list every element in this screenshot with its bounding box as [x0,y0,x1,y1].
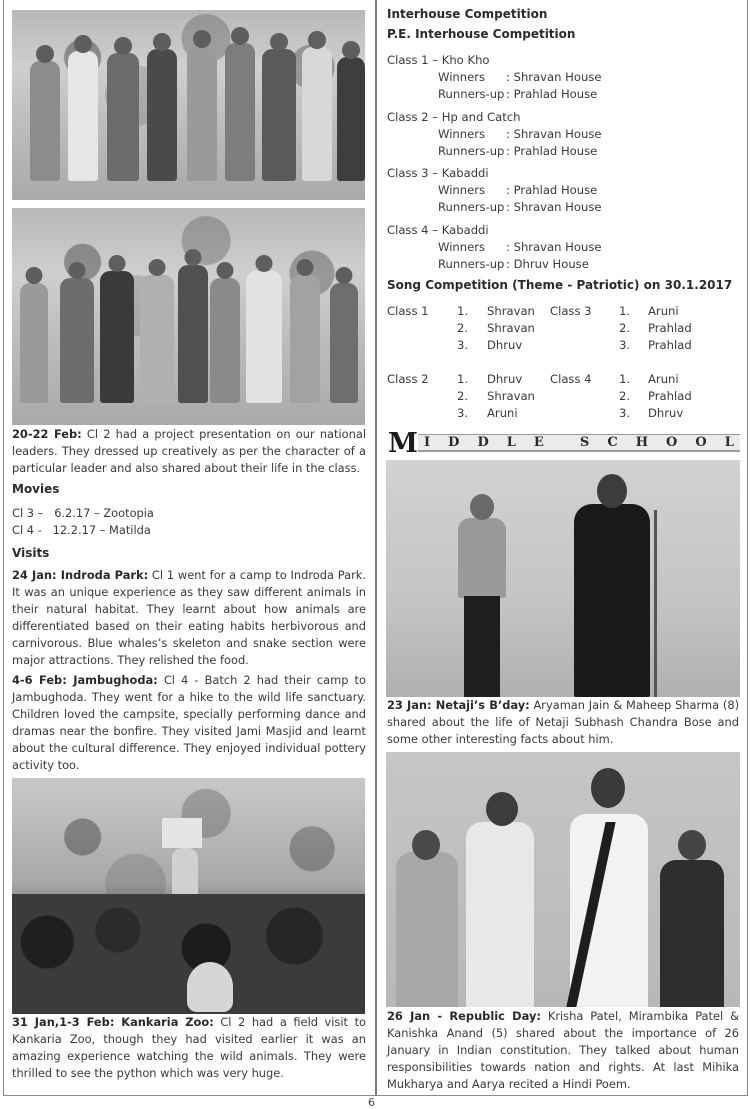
banner-letter: D [448,435,460,450]
winners-label: Winners [438,70,486,84]
pe-runners-row [438,87,597,101]
song-house: Dhruv [487,372,523,386]
runners-label: Runners-up [438,87,505,101]
song-rank: 1. [619,304,631,318]
republic-day-text: Krisha Patel, Mirambika Patel & Kanishka Anand (5) shared about the importance of 26 January in Indian constitution. They talked about human responsibilities towards nation and rights. At last Mihika Mukharya and Aarya recited a Hindi Poem. [387,1009,739,1091]
song-class-label: Class 2 [387,372,429,386]
runners-label: Runners-up [438,200,505,214]
banner-letter: O [695,435,707,450]
song-rank: 2. [619,389,631,403]
song-competition-heading: Song Competition (Theme - Patriotic) on 30.1.2017 [387,278,733,292]
banner-letter: O [666,435,678,450]
pe-winners-row [438,70,602,84]
song-rank: 2. [457,389,469,403]
song-house: Aruni [648,304,679,318]
winners-value: : Shravan House [506,127,602,141]
song-rank: 3. [619,338,631,352]
winners-value: : Prahlad House [506,183,598,197]
banner-letter: H [635,435,649,450]
banner-letter: S [579,435,590,450]
banner-letter: D [477,435,489,450]
pe-class-title: Class 4 – Kabaddi [387,223,489,237]
winners-label: Winners [438,183,486,197]
song-rank: 2. [457,321,469,335]
winners-value: : Shravan House [506,240,602,254]
national-leaders-date: 20-22 Feb: [12,427,82,441]
pe-runners-row [438,144,597,158]
visits-heading: Visits [12,546,50,560]
zoo-text: Cl 2 had a field visit to Kankaria Zoo, though they had visited earlier it was an amazing experience watching the wild animals. They were thrilled to see the python which was very huge. [12,1015,367,1080]
zoo-title: 31 Jan,1-3 Feb: Kankaria Zoo: [12,1015,214,1029]
photo-netaji-birthday [386,460,740,697]
runners-label: Runners-up [438,144,505,158]
song-rank: 3. [619,406,631,420]
photo-kankaria-zoo [12,778,365,1014]
movie-class: Cl 3 – [12,506,44,520]
pe-class-title: Class 1 – Kho Kho [387,53,490,67]
song-class-label: Class 1 [387,304,429,318]
republic-day-paragraph [387,1008,739,1093]
song-house: Aruni [648,372,679,386]
song-house: Prahlad [648,338,692,352]
pe-winners-row [438,127,602,141]
middle-school-banner [386,428,740,459]
song-house: Shravan [487,304,535,318]
movie-class: Cl 4 - [12,523,42,537]
movie-title: Matilda [109,523,151,537]
song-house: Dhruv [487,338,523,352]
banner-letter: E [533,435,544,450]
netaji-title: 23 Jan: Netaji’s B’day: [387,698,530,712]
banner-letter: L [724,435,734,450]
banner-letter: I [424,435,431,450]
song-house: Prahlad [648,389,692,403]
runners-value: : Prahlad House [506,144,598,158]
netaji-paragraph [387,697,739,748]
movie-date: 12.2.17 [52,523,97,537]
pe-class-title: Class 3 – Kabaddi [387,166,489,180]
runners-value: : Dhruv House [506,257,589,271]
song-house: Aruni [487,406,518,420]
runners-value: : Prahlad House [506,87,598,101]
runners-value: : Shravan House [506,200,602,214]
zoo-paragraph [12,1014,366,1082]
movie-title: Zootopia [103,506,154,520]
photo-republic-day [386,752,740,1007]
song-house: Prahlad [648,321,692,335]
pe-class-title: Class 2 – Hp and Catch [387,110,521,124]
banner-letter: C [607,435,618,450]
song-rank: 2. [619,321,631,335]
photo-national-leaders-1 [12,10,365,200]
republic-day-title: 26 Jan - Republic Day: [387,1009,541,1023]
pe-runners-row [438,257,589,271]
movie-item: Cl 4 - 12.2.17 – Matilda [12,523,151,537]
national-leaders-text: Cl 2 had a project presentation on our national leaders. They dressed up creatively as per the character of a particular leader and also shared about their life in the class. [12,427,366,475]
song-house: Shravan [487,389,535,403]
pe-winners-row [438,240,602,254]
song-class-label: Class 3 [550,304,592,318]
visit-indroda-paragraph [12,567,366,669]
song-house: Dhruv [648,406,684,420]
visit-text: Cl 1 went for a camp to Indroda Park. It was an unique experience as they saw different animals in their natural habitat. They learnt about how animals are differentiated based on their eating habits herbivorous and carnivorous. Blue whales’s skeleton and snake section were major attractions. They relished the food. [12,568,366,667]
song-rank: 1. [457,372,469,386]
song-class-label: Class 4 [550,372,592,386]
movie-item: Cl 3 – 6.2.17 – Zootopia [12,506,154,520]
song-rank: 1. [619,372,631,386]
song-rank: 3. [457,338,469,352]
winners-label: Winners [438,127,486,141]
banner-letter: L [506,435,516,450]
banner-initial: M [388,428,418,459]
runners-label: Runners-up [438,257,505,271]
photo-national-leaders-2 [12,208,365,425]
winners-label: Winners [438,240,486,254]
movies-heading: Movies [12,482,60,496]
national-leaders-paragraph [12,426,366,477]
pe-interhouse-heading: P.E. Interhouse Competition [387,27,576,41]
page-number: 6 [368,1096,375,1109]
visit-text: Cl 4 - Batch 2 had their camp to Jambughoda. They went for a hike to the wild life sanctuary. Children loved the campsite, specially performing dance and dramas near the bonfire. They visited Jami Masjid and learnt about the cultural difference. They enjoyed individual pottery activity too. [12,673,366,772]
song-rank: 3. [457,406,469,420]
column-divider [375,0,377,1096]
interhouse-heading: Interhouse Competition [387,7,548,21]
pe-runners-row [438,200,602,214]
song-house: Shravan [487,321,535,335]
winners-value: : Shravan House [506,70,602,84]
netaji-text: Aryaman Jain & Maheep Sharma (8) shared about the life of Netaji Subhash Chandra Bose and some other interesting facts about him. [387,698,740,746]
visit-title: 24 Jan: Indroda Park: [12,568,149,582]
visit-title: 4-6 Feb: Jambughoda: [12,673,158,687]
visit-jambughoda-paragraph [12,672,366,774]
song-rank: 1. [457,304,469,318]
pe-winners-row [438,183,597,197]
movie-date: 6.2.17 [54,506,91,520]
banner-bar [418,434,740,452]
